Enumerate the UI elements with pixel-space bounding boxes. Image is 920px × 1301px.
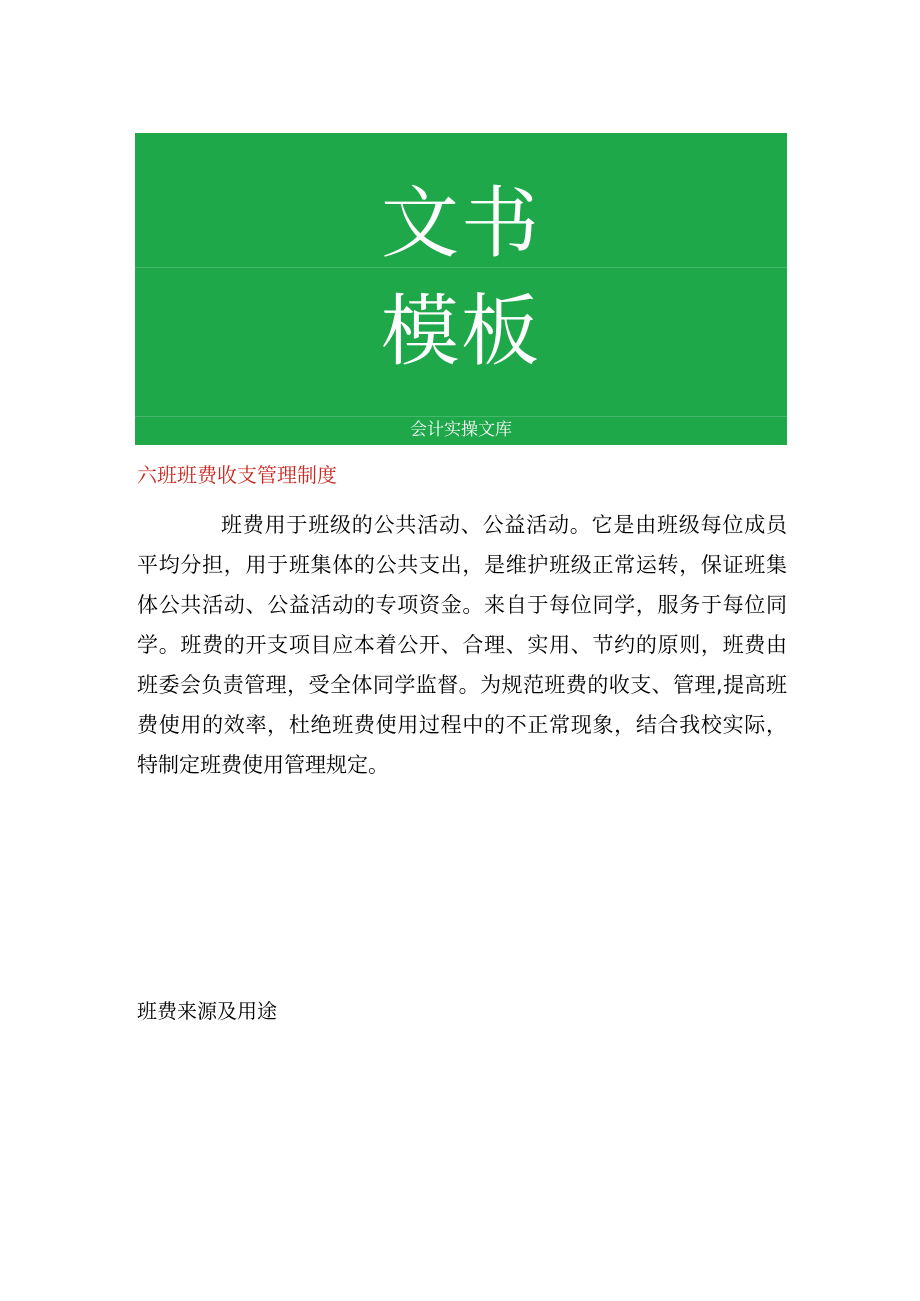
- banner-title-line1: 文书: [380, 179, 541, 269]
- banner-divider: [135, 416, 787, 417]
- section-heading: 班费来源及用途: [137, 999, 277, 1023]
- banner-subtitle: 会计实操文库: [410, 420, 512, 440]
- cover-banner: [135, 133, 787, 445]
- banner-title-line2: 模板: [380, 287, 541, 377]
- document-title: 六班班费收支管理制度: [137, 463, 337, 487]
- intro-paragraph: 班费用于班级的公共活动、公益活动。它是由班级每位成员平均分担，用于班集体的公共支出，是维护班级正常运转，保证班集体公共活动、公益活动的专项资金。来自于每位同学，服务于每位同学。班费的开支项目应本着公开、合理、实用、节约的原则，班费由班委会负责管理，受全体同学监督。为规范班费的收支、管理,提高班费使用的效率，杜绝班费使用过程中的不正常现象，结合我校实际，特制定班费使用管理规定。: [137, 513, 787, 777]
